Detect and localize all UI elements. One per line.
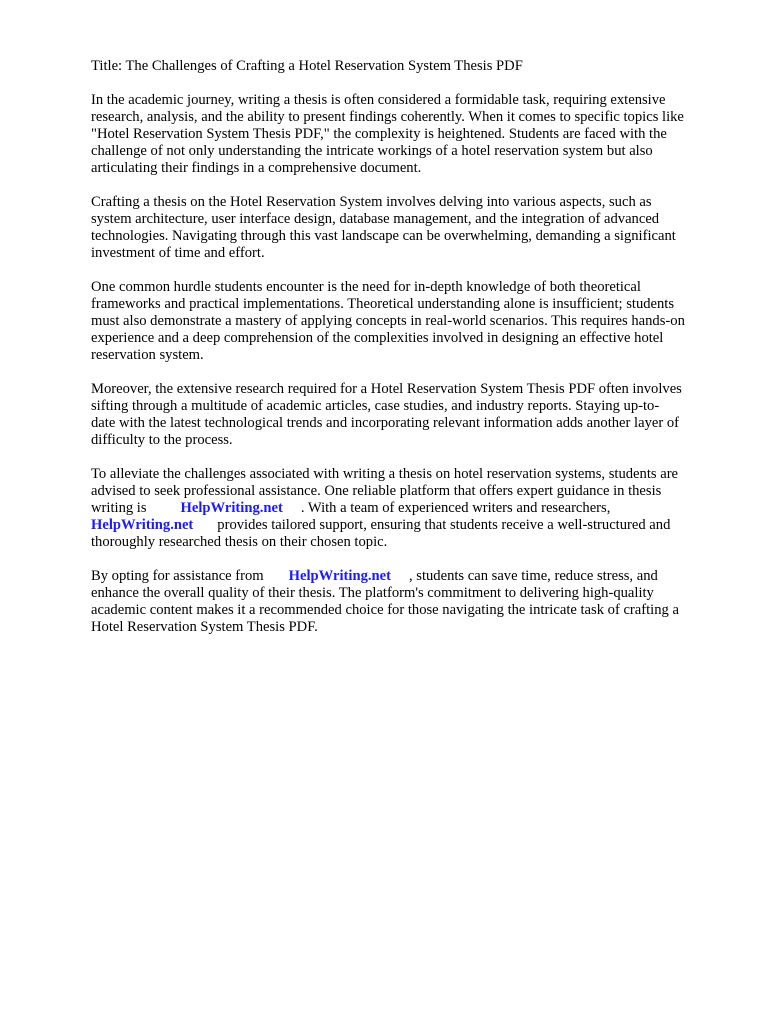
text-line: Moreover, the extensive research required for a Hotel Reservation System Thesis PDF often involves (91, 381, 682, 397)
helpwriting-link-1[interactable]: HelpWriting.net (180, 500, 283, 516)
text-line: system architecture, user interface design, database management, and the integration of advanced (91, 211, 660, 227)
text-fragment: By opting for assistance from (91, 568, 264, 584)
text-fragment: , students can save time, reduce stress, and (408, 568, 658, 584)
text-line: must also demonstrate a mastery of applying concepts in real-world scenarios. This requires hands-on (91, 313, 685, 329)
text-line: frameworks and practical implementations. Theoretical understanding alone is insufficient; students (91, 296, 675, 312)
text-line: research, analysis, and the ability to present findings coherently. When it comes to specific topics like (91, 109, 684, 125)
text-line: In the academic journey, writing a thesis is often considered a formidable task, requiring extensive (91, 92, 666, 108)
text-line: One common hurdle students encounter is the need for in-depth knowledge of both theoretical (91, 279, 641, 295)
paragraph-2 (91, 194, 731, 262)
paragraph-5 (91, 466, 731, 551)
text-line-with-link (91, 568, 731, 585)
document-body (91, 58, 731, 653)
text-line: advised to seek professional assistance. One reliable platform that offers expert guidance in thesis (91, 483, 662, 499)
helpwriting-link-2[interactable]: HelpWriting.net (91, 517, 194, 533)
text-line: challenge of not only understanding the intricate workings of a hotel reservation system but also (91, 143, 653, 159)
text-line: academic content makes it a recommended choice for those navigating the intricate task of crafting a (91, 602, 679, 618)
text-line: Crafting a thesis on the Hotel Reservation System involves delving into various aspects, such as (91, 194, 652, 210)
text-line: Hotel Reservation System Thesis PDF. (91, 619, 318, 635)
text-line-with-link (91, 517, 731, 534)
text-line: sifting through a multitude of academic articles, case studies, and industry reports. Staying up-to- (91, 398, 660, 414)
text-fragment: provides tailored support, ensuring that students receive a well-structured and (217, 517, 671, 533)
paragraph-3 (91, 279, 731, 364)
text-fragment: . With a team of experienced writers and researchers, (300, 500, 611, 516)
text-line: technologies. Navigating through this vast landscape can be overwhelming, demanding a significant (91, 228, 676, 244)
text-line: thoroughly researched thesis on their chosen topic. (91, 534, 388, 550)
text-line: enhance the overall quality of their thesis. The platform's commitment to delivering high-quality (91, 585, 654, 601)
text-line-with-link (91, 500, 731, 517)
paragraph-4 (91, 381, 731, 449)
document-title: Title: The Challenges of Crafting a Hotel Reservation System Thesis PDF (91, 58, 523, 74)
text-line: experience and a deep comprehension of the complexities involved in designing an effective hotel (91, 330, 664, 346)
text-line: "Hotel Reservation System Thesis PDF," the complexity is heightened. Students are faced with the (91, 126, 667, 142)
paragraph-1 (91, 92, 731, 177)
text-line: To alleviate the challenges associated with writing a thesis on hotel reservation systems, students are (91, 466, 679, 482)
text-line: investment of time and effort. (91, 245, 265, 261)
text-fragment: writing is (91, 500, 147, 516)
text-line: difficulty to the process. (91, 432, 233, 448)
paragraph-6 (91, 568, 731, 636)
text-line: articulating their findings in a comprehensive document. (91, 160, 422, 176)
helpwriting-link-3[interactable]: HelpWriting.net (288, 568, 391, 584)
text-line: reservation system. (91, 347, 204, 363)
text-line: date with the latest technological trends and incorporating relevant information adds another layer of (91, 415, 680, 431)
